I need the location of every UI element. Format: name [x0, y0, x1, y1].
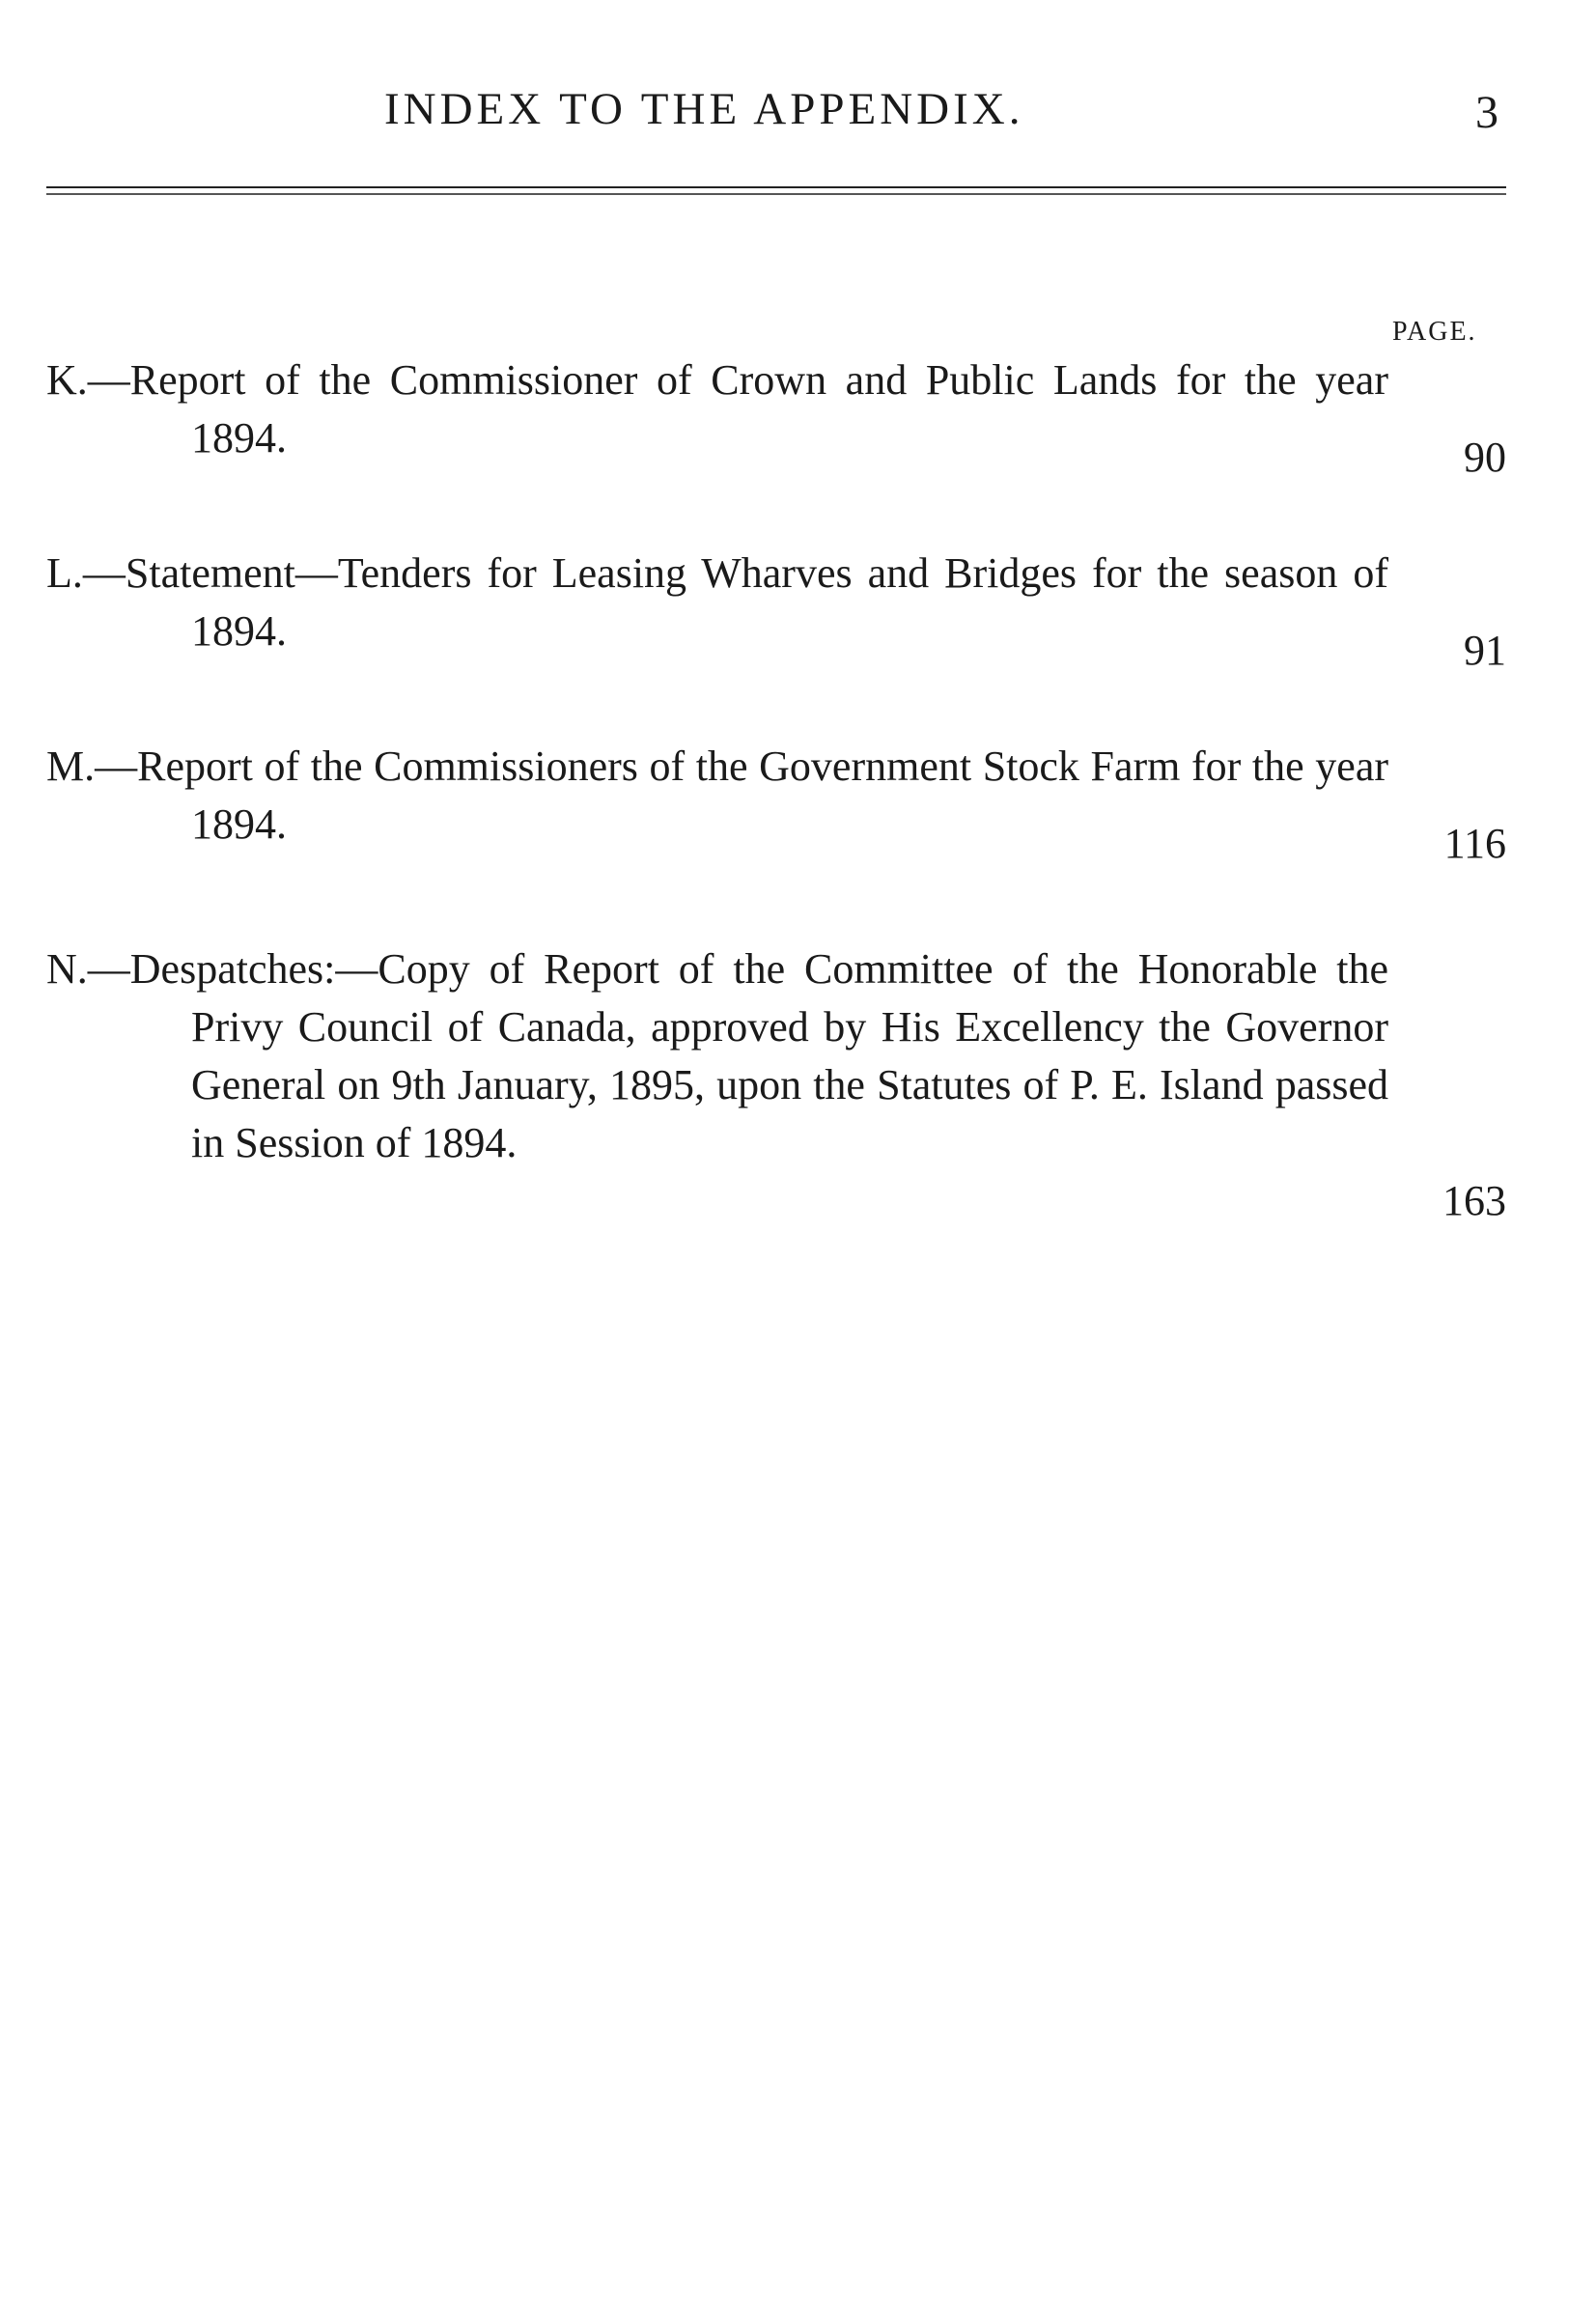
header-rule: [46, 186, 1506, 188]
index-entry-k: [46, 351, 1506, 487]
entry-letter: M.: [46, 743, 96, 790]
entry-page-number: 163: [1442, 1177, 1506, 1224]
entry-page-number: 116: [1443, 820, 1506, 867]
page-title: INDEX TO THE APPENDIX.: [384, 84, 1024, 134]
index-entry-n: [46, 940, 1506, 1230]
entry-text: [46, 351, 1388, 467]
entry-description: —Statement—Tenders for Leasing Wharves and Bridges for the season of 1894.: [82, 549, 1388, 655]
index-list: [46, 351, 1506, 1230]
index-entry-m: [46, 738, 1506, 873]
entry-letter: L.: [46, 549, 83, 597]
page-number: 3: [1475, 87, 1498, 138]
entry-description: —Report of the Commissioners of the Government Stock Farm for the year 1894.: [95, 743, 1388, 848]
entry-text: [46, 940, 1388, 1172]
entry-text: [46, 545, 1388, 660]
entry-letter: K.: [46, 356, 88, 404]
entry-description: —Despatches:—Copy of Report of the Committee of the Honorable the Privy Council of Canada, approved by His Excellency the Governor General on 9th January, 1895, upon the Statutes of P. E. Island passed in Session of 1894.: [87, 945, 1388, 1166]
header-rule-secondary: [46, 193, 1506, 195]
entry-description: —Report of the Commissioner of Crown and Public Lands for the year 1894.: [87, 356, 1388, 462]
index-entry-l: [46, 545, 1506, 680]
page-column-label: PAGE.: [1392, 317, 1477, 347]
entry-page-number: 90: [1464, 434, 1506, 481]
entry-page-number: 91: [1464, 627, 1506, 674]
entry-letter: N.: [46, 945, 88, 993]
entry-text: [46, 738, 1388, 854]
running-head: [0, 75, 1596, 143]
